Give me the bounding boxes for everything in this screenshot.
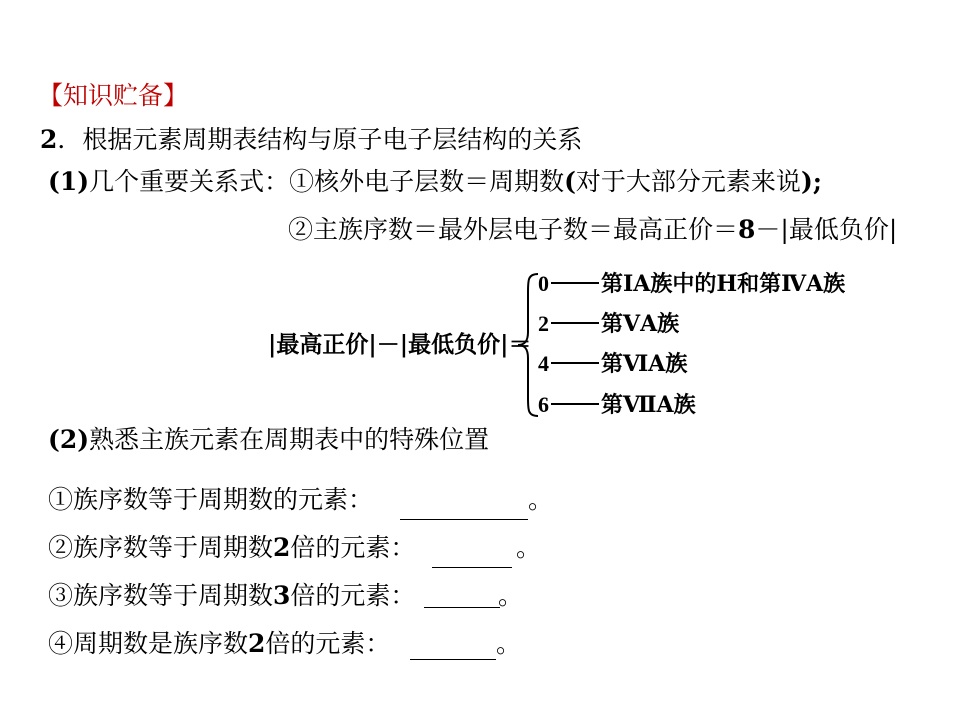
p2-label: (2)	[48, 425, 90, 454]
answer-blank-3[interactable]	[424, 607, 500, 608]
question-text: ②族序数等于周期数	[48, 533, 274, 562]
question-number: 2	[248, 629, 266, 658]
relation-line-1	[48, 166, 822, 198]
answer-blank-4[interactable]	[410, 659, 496, 660]
heading-separator: ．	[57, 125, 83, 154]
relation-dash	[551, 362, 599, 364]
relation-dash	[551, 282, 599, 284]
relation-row-6	[538, 391, 696, 420]
relation-text: 第ⅤA族	[601, 311, 680, 337]
p1-line2-a: ②主族序数＝最外层电子数＝最高正价＝	[288, 215, 739, 244]
relation-num: 0	[538, 271, 549, 296]
relation-row-2	[538, 310, 679, 339]
p1-line2-num: 8	[738, 215, 756, 244]
heading-text: 根据元素周期表结构与原子电子层结构的关系	[82, 125, 583, 154]
question-end: 。	[528, 485, 554, 514]
question-1	[48, 484, 373, 516]
relation-text: 第ⅥA族	[601, 351, 688, 377]
question-number: 3	[273, 581, 291, 610]
question-2	[48, 532, 415, 564]
relation-text: 第ⅠA族中的H和第ⅣA族	[601, 271, 846, 297]
p1-label: (1)	[48, 167, 90, 196]
relation-dash	[551, 322, 599, 324]
question-text-b: 倍的元素：	[290, 533, 416, 562]
p1-text-b: 对于大部分元素来说	[575, 167, 801, 196]
question-text: ③族序数等于周期数	[48, 581, 274, 610]
special-position-heading	[48, 424, 489, 456]
section-label: 【知识贮备】	[38, 81, 189, 110]
question-end: 。	[516, 533, 542, 562]
question-end: 。	[498, 581, 524, 610]
relation-line-2	[288, 214, 897, 246]
p1-paren-close: );	[800, 167, 822, 196]
question-end: 。	[496, 629, 522, 658]
p1-text-a: 几个重要关系式：①核外电子层数＝周期数	[89, 167, 565, 196]
answer-blank-1[interactable]	[400, 519, 528, 520]
question-text: ④周期数是族序数	[48, 629, 249, 658]
question-text: ①族序数等于周期数的元素：	[48, 485, 374, 514]
question-4	[48, 628, 390, 660]
relation-row-0	[538, 270, 845, 299]
formula-left: |最高正价|－|最低负价|＝	[268, 331, 532, 358]
question-text-b: 倍的元素：	[290, 581, 416, 610]
section-heading	[40, 124, 582, 156]
relation-text: 第ⅦA族	[601, 392, 696, 418]
relation-num: 2	[538, 311, 549, 336]
relation-dash	[551, 403, 599, 405]
question-3	[48, 580, 415, 612]
question-number: 2	[273, 533, 291, 562]
p1-paren-open: (	[564, 167, 576, 196]
relation-num: 6	[538, 392, 549, 417]
relation-row-4	[538, 350, 687, 379]
heading-number: 2	[40, 125, 58, 154]
p2-text: 熟悉主族元素在周期表中的特殊位置	[89, 425, 490, 454]
question-text-b: 倍的元素：	[265, 629, 391, 658]
p1-line2-b: －|最低负价|	[755, 215, 898, 244]
relation-num: 4	[538, 351, 549, 376]
answer-blank-2[interactable]	[432, 567, 512, 568]
